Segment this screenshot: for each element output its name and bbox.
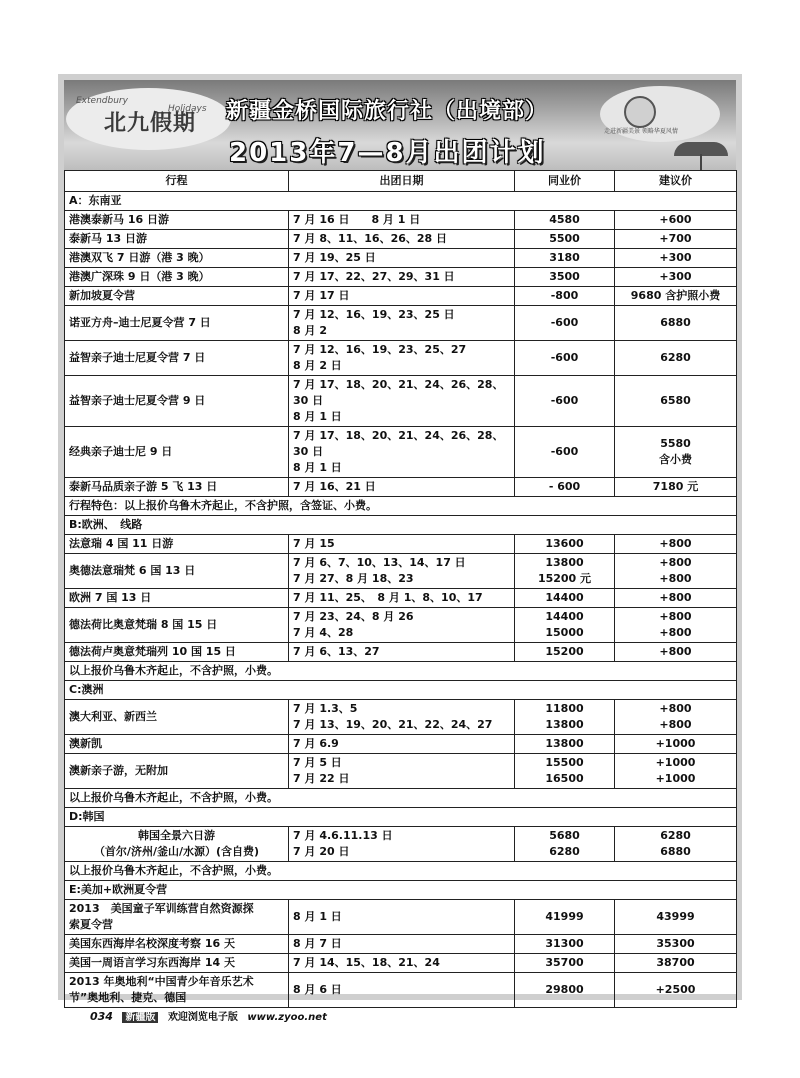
date-line: 8 月 2 xyxy=(293,324,327,337)
umbrella-pole xyxy=(700,154,702,170)
company-logo: 北九假期 xyxy=(104,110,197,136)
section-note: 以上报价乌鲁木齐起止，不含护照，小费。 xyxy=(65,862,737,881)
date-cell xyxy=(289,754,515,789)
date-cell: 7 月 19、25 日 xyxy=(289,249,515,268)
suggested-price xyxy=(615,827,737,862)
trade-price: -600 xyxy=(515,306,615,341)
suggested-price xyxy=(615,700,737,735)
table-row xyxy=(65,608,737,643)
suggested-price: +300 xyxy=(615,249,737,268)
route-cell: 益智亲子迪士尼夏令营 9 日 xyxy=(65,376,289,427)
section-title: D:韩国 xyxy=(65,808,737,827)
route-cell: 泰新马品质亲子游 5 飞 13 日 xyxy=(65,478,289,497)
route-cell: 新加坡夏令营 xyxy=(65,287,289,306)
trade-price: 41999 xyxy=(515,900,615,935)
section-note: 以上报价乌鲁木齐起止，不含护照，小费。 xyxy=(65,789,737,808)
date-line: 7 月 12、16、19、23、25、27 xyxy=(293,343,467,356)
trade-price: 31300 xyxy=(515,935,615,954)
route-line: 索夏令营 xyxy=(69,918,113,931)
date-line: 8 月 1 日 xyxy=(293,410,342,423)
page-footer xyxy=(90,1008,327,1023)
price-line: 6280 xyxy=(660,829,691,842)
suggested-price: 6280 xyxy=(615,341,737,376)
date-cell: 7 月 11、25、 8 月 1、8、10、17 xyxy=(289,589,515,608)
date-cell xyxy=(289,827,515,862)
date-line: 7 月 12、16、19、23、25 日 xyxy=(293,308,455,321)
table-row xyxy=(65,427,737,478)
date-cell xyxy=(289,376,515,427)
trade-price: -600 xyxy=(515,341,615,376)
route-cell: 美国一周语言学习东西海岸 14 天 xyxy=(65,954,289,973)
date-line: 7 月 4、28 xyxy=(293,626,354,639)
price-line: +800 xyxy=(659,556,692,569)
price-line: 6280 xyxy=(549,845,580,858)
route-cell: 港澳广深珠 9 日（港 3 晚） xyxy=(65,268,289,287)
trade-price xyxy=(515,700,615,735)
date-cell: 7 月 17、22、27、29、31 日 xyxy=(289,268,515,287)
table-row xyxy=(65,376,737,427)
price-line: +800 xyxy=(659,702,692,715)
table-row xyxy=(65,827,737,862)
date-line: 7 月 17、18、20、21、24、26、28、 xyxy=(293,378,504,391)
date-cell xyxy=(289,306,515,341)
route-cell: 经典亲子迪士尼 9 日 xyxy=(65,427,289,478)
trade-price: -600 xyxy=(515,427,615,478)
trade-price: 3500 xyxy=(515,268,615,287)
section-title: C:澳洲 xyxy=(65,681,737,700)
date-line: 7 月 4.6.11.13 日 xyxy=(293,829,393,842)
date-line: 7 月 13、19、20、21、22、24、27 xyxy=(293,718,493,731)
page-frame xyxy=(58,74,742,1004)
suggested-price: 9680 含护照小费 xyxy=(615,287,737,306)
trade-price: -600 xyxy=(515,376,615,427)
date-cell: 7 月 6、13、27 xyxy=(289,643,515,662)
date-line: 7 月 20 日 xyxy=(293,845,350,858)
trade-price xyxy=(515,554,615,589)
date-cell xyxy=(289,608,515,643)
trade-price: 14400 xyxy=(515,589,615,608)
section-title: A：东南亚 xyxy=(65,192,737,211)
trade-price xyxy=(515,827,615,862)
price-line: +800 xyxy=(659,610,692,623)
route-line: 2013 年奥地利“中国青少年音乐艺术 xyxy=(69,975,254,988)
page-number: 034 xyxy=(90,1010,113,1023)
table-row xyxy=(65,249,737,268)
suggested-price: 35300 xyxy=(615,935,737,954)
route-cell: 美国东西海岸名校深度考察 16 天 xyxy=(65,935,289,954)
suggested-price: 38700 xyxy=(615,954,737,973)
route-cell: 奥德法意瑞梵 6 国 13 日 xyxy=(65,554,289,589)
suggested-price: 6580 xyxy=(615,376,737,427)
date-line: 8 月 1 日 xyxy=(293,461,342,474)
price-line: +1000 xyxy=(655,772,696,785)
section-title: E:美加+欧洲夏令营 xyxy=(65,881,737,900)
suggested-price: +800 xyxy=(615,643,737,662)
suggested-price xyxy=(615,554,737,589)
table-row xyxy=(65,306,737,341)
table-row xyxy=(65,735,737,754)
date-line: 7 月 1.3、5 xyxy=(293,702,358,715)
date-line: 7 月 17、18、20、21、24、26、28、 xyxy=(293,429,504,442)
route-line: （首尔/济州/釜山/水源）(含自费) xyxy=(93,845,260,858)
suggested-price: +800 xyxy=(615,535,737,554)
table-row xyxy=(65,589,737,608)
date-cell xyxy=(289,427,515,478)
route-cell xyxy=(65,900,289,935)
table-row xyxy=(65,341,737,376)
date-cell: 7 月 16 日 8 月 1 日 xyxy=(289,211,515,230)
price-line: 13800 xyxy=(545,718,584,731)
table-row xyxy=(65,554,737,589)
trade-price: 15200 xyxy=(515,643,615,662)
route-cell: 港澳双飞 7 日游（港 3 晚） xyxy=(65,249,289,268)
suggested-price xyxy=(615,608,737,643)
table-row xyxy=(65,478,737,497)
agency-name: 新疆金桥国际旅行社（出境部） xyxy=(226,99,549,124)
table-row xyxy=(65,700,737,735)
route-cell: 澳新亲子游，无附加 xyxy=(65,754,289,789)
route-line: 韩国全景六日游 xyxy=(138,829,215,842)
date-line: 7 月 22 日 xyxy=(293,772,350,785)
date-line: 7 月 23、24、8 月 26 xyxy=(293,610,414,623)
price-line: 11800 xyxy=(545,702,584,715)
emblem-icon xyxy=(624,96,656,128)
footer-text: 欢迎浏览电子版 xyxy=(167,1012,238,1023)
price-line: +1000 xyxy=(655,756,696,769)
suggested-price: +600 xyxy=(615,211,737,230)
price-line: 15000 xyxy=(545,626,584,639)
table-row xyxy=(65,287,737,306)
price-line: 13800 xyxy=(545,556,584,569)
route-cell xyxy=(65,827,289,862)
price-line: +800 xyxy=(659,572,692,585)
price-line: 6880 xyxy=(660,845,691,858)
plan-title: 2013年7—8月出团计划 xyxy=(229,138,546,168)
tour-schedule-table xyxy=(64,170,737,1008)
price-line: +800 xyxy=(659,718,692,731)
trade-price: 29800 xyxy=(515,973,615,1008)
route-cell: 欧洲 7 国 13 日 xyxy=(65,589,289,608)
price-line: 15200 元 xyxy=(537,572,592,585)
section-title: B:欧洲、 线路 xyxy=(65,516,737,535)
suggested-price: 5580 含小费 xyxy=(615,427,737,478)
date-cell: 7 月 14、15、18、21、24 xyxy=(289,954,515,973)
trade-price: -800 xyxy=(515,287,615,306)
table-row xyxy=(65,643,737,662)
table-row xyxy=(65,268,737,287)
price-line: 5680 xyxy=(549,829,580,842)
table-row xyxy=(65,935,737,954)
trade-price: 4580 xyxy=(515,211,615,230)
date-cell xyxy=(289,341,515,376)
logo-subtext: Extendbury xyxy=(76,96,128,106)
trade-price: 5500 xyxy=(515,230,615,249)
route-cell: 法意瑞 4 国 11 日游 xyxy=(65,535,289,554)
date-line: 30 日 xyxy=(293,445,324,458)
date-cell: 8 月 1 日 xyxy=(289,900,515,935)
date-line: 7 月 27、8 月 18、23 xyxy=(293,572,414,585)
price-line: 14400 xyxy=(545,610,584,623)
header-banner xyxy=(64,80,736,170)
section-note: 以上报价乌鲁木齐起止，不含护照，小费。 xyxy=(65,662,737,681)
route-cell: 澳新凯 xyxy=(65,735,289,754)
table-row xyxy=(65,230,737,249)
table-header-row xyxy=(65,171,737,192)
section-note: 行程特色：以上报价乌鲁木齐起止，不含护照，含签证、小费。 xyxy=(65,497,737,516)
website-link[interactable]: www.zyoo.net xyxy=(247,1012,327,1023)
column-header: 出团日期 xyxy=(289,171,515,192)
table-row xyxy=(65,973,737,1008)
table-row xyxy=(65,954,737,973)
suggested-price xyxy=(615,754,737,789)
route-cell: 泰新马 13 日游 xyxy=(65,230,289,249)
logo-subtext: Holidays xyxy=(168,104,207,114)
emblem-caption: 走进新疆美景 领略华夏风情 xyxy=(604,128,678,135)
trade-price: 3180 xyxy=(515,249,615,268)
table-row xyxy=(65,535,737,554)
price-line: 15500 xyxy=(545,756,584,769)
date-cell: 7 月 17 日 xyxy=(289,287,515,306)
date-cell: 8 月 7 日 xyxy=(289,935,515,954)
table-row xyxy=(65,754,737,789)
page-inner xyxy=(64,80,736,1004)
date-cell xyxy=(289,554,515,589)
column-header: 建议价 xyxy=(615,171,737,192)
date-line: 30 日 xyxy=(293,394,324,407)
suggested-price: +700 xyxy=(615,230,737,249)
route-cell: 益智亲子迪士尼夏令营 7 日 xyxy=(65,341,289,376)
suggested-price: 7180 元 xyxy=(615,478,737,497)
date-cell xyxy=(289,700,515,735)
suggested-price: +300 xyxy=(615,268,737,287)
trade-price: - 600 xyxy=(515,478,615,497)
date-line: 7 月 6、7、10、13、14、17 日 xyxy=(293,556,466,569)
date-line: 8 月 2 日 xyxy=(293,359,342,372)
date-cell: 8 月 6 日 xyxy=(289,973,515,1008)
suggested-price: 6880 xyxy=(615,306,737,341)
trade-price: 35700 xyxy=(515,954,615,973)
route-cell: 德法荷卢奥意梵瑞列 10 国 15 日 xyxy=(65,643,289,662)
suggested-price: +2500 xyxy=(615,973,737,1008)
route-cell: 德法荷比奥意梵瑞 8 国 15 日 xyxy=(65,608,289,643)
date-cell: 7 月 16、21 日 xyxy=(289,478,515,497)
route-cell xyxy=(65,973,289,1008)
trade-price xyxy=(515,754,615,789)
edition-badge: 新疆版 xyxy=(122,1012,158,1023)
trade-price: 13800 xyxy=(515,735,615,754)
date-cell: 7 月 8、11、16、26、28 日 xyxy=(289,230,515,249)
route-line: 2013 美国童子军训练营自然资源探 xyxy=(69,902,254,915)
route-cell: 澳大利亚、新西兰 xyxy=(65,700,289,735)
trade-price xyxy=(515,608,615,643)
date-line: 7 月 5 日 xyxy=(293,756,342,769)
table-row xyxy=(65,211,737,230)
trade-price: 13600 xyxy=(515,535,615,554)
route-cell: 诺亚方舟–迪士尼夏令营 7 日 xyxy=(65,306,289,341)
date-cell: 7 月 6.9 xyxy=(289,735,515,754)
column-header: 同业价 xyxy=(515,171,615,192)
price-line: +800 xyxy=(659,626,692,639)
route-line: 节”奥地利、捷克、德国 xyxy=(69,991,187,1004)
suggested-price: +800 xyxy=(615,589,737,608)
date-cell: 7 月 15 xyxy=(289,535,515,554)
route-cell: 港澳泰新马 16 日游 xyxy=(65,211,289,230)
column-header: 行程 xyxy=(65,171,289,192)
suggested-price: 43999 xyxy=(615,900,737,935)
suggested-price: +1000 xyxy=(615,735,737,754)
price-line: 16500 xyxy=(545,772,584,785)
table-row xyxy=(65,900,737,935)
